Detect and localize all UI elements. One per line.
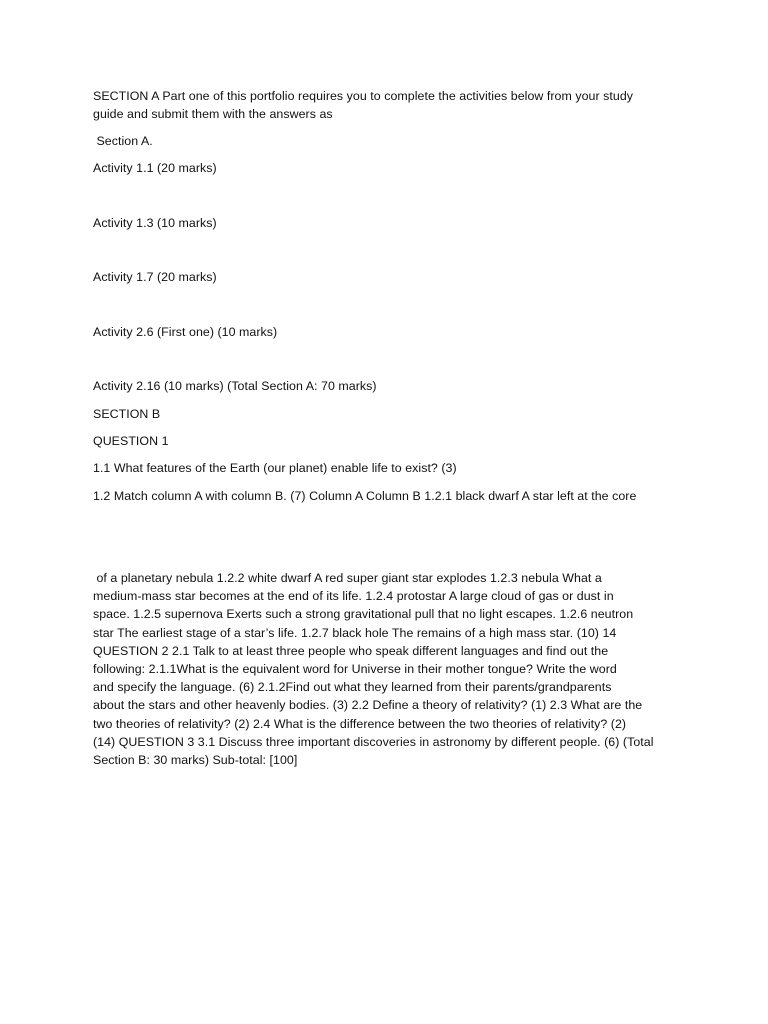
- activity-1-3: Activity 1.3 (10 marks): [93, 216, 217, 230]
- paragraph-line: (14) QUESTION 3 3.1 Discuss three important discoveries in astronomy by different people. (6) (Total: [93, 734, 654, 749]
- paragraph-line: QUESTION 2 2.1 Talk to at least three people who speak different languages and find out the: [93, 643, 609, 658]
- paragraph-line: Section B: 30 marks) Sub-total: [100]: [93, 753, 298, 768]
- paragraph-line: two theories of relativity? (2) 2.4 What is the difference between the two theories of relativity? (2): [93, 716, 627, 731]
- paragraph-line: about the stars and other heavenly bodies. (3) 2.2 Define a theory of relativity? (1) 2.3 What are the: [93, 698, 643, 713]
- activity-1-1: Activity 1.1 (20 marks): [93, 161, 217, 175]
- paragraph-line: medium-mass star becomes at the end of its life. 1.2.4 protostar A large cloud of gas or dust in: [93, 589, 614, 604]
- question-1-heading: QUESTION 1: [93, 434, 169, 448]
- intro-line-1: SECTION A Part one of this portfolio requires you to complete the activities below from your study: [93, 89, 634, 103]
- intro-line-2: guide and submit them with the answers as: [93, 107, 333, 121]
- question-1-1: 1.1 What features of the Earth (our planet) enable life to exist? (3): [93, 461, 457, 475]
- question-1-2: 1.2 Match column A with column B. (7) Column A Column B 1.2.1 black dwarf A star left at the core: [93, 489, 637, 503]
- activity-1-7: Activity 1.7 (20 marks): [93, 270, 217, 284]
- paragraph-line: space. 1.2.5 supernova Exerts such a strong gravitational pull that no light escapes. 1.2.6 neutron: [93, 607, 634, 622]
- paragraph-line: and specify the language. (6) 2.1.2Find out what they learned from their parents/grandparents: [93, 680, 612, 695]
- paragraph-line: following: 2.1.1What is the equivalent word for Universe in their mother tongue? Write the word: [93, 662, 617, 677]
- continuation-paragraph: [93, 569, 683, 769]
- activity-2-16: Activity 2.16 (10 marks) (Total Section A: 70 marks): [93, 379, 377, 393]
- activity-2-6: Activity 2.6 (First one) (10 marks): [93, 325, 278, 339]
- section-b-heading: SECTION B: [93, 407, 161, 421]
- section-a-label: Section A.: [93, 134, 153, 148]
- paragraph-line: of a planetary nebula 1.2.2 white dwarf A red super giant star explodes 1.2.3 nebula What a: [93, 571, 602, 585]
- paragraph-line: star The earliest stage of a star’s life. 1.2.7 black hole The remains of a high mass star. (10) 14: [93, 625, 617, 640]
